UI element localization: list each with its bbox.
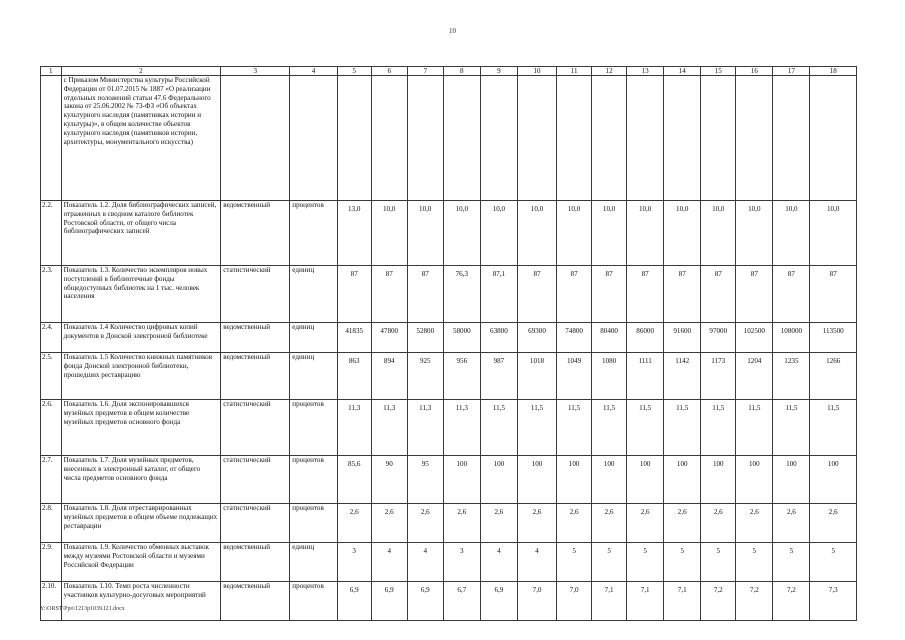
unit-cell: процентов	[290, 456, 337, 504]
value-cell: 10,0	[664, 201, 701, 266]
column-number-cell: 4	[290, 67, 337, 76]
value-cell: 10,0	[701, 201, 736, 266]
value-cell: 11,5	[773, 400, 810, 456]
row-number-cell: 2.9.	[41, 543, 62, 582]
value-cell: 87,1	[480, 266, 517, 323]
value-cell: 5	[627, 543, 664, 582]
table-row	[41, 504, 857, 543]
indicator-name-cell: Показатель 1.10. Темп роста численности участников культурно-досуговых мероприятий	[61, 582, 221, 621]
indicator-name-cell: Показатель 1.3. Количество экземпляров новых поступлений в библиотечные фонды общедоступных библиотек на 1 тыс. человек населения	[61, 266, 221, 323]
file-path-footer: Y:\ORST\Ppo\1213p1039.f21.docx	[40, 606, 125, 612]
column-number-cell: 18	[810, 67, 857, 76]
value-cell: 2,6	[773, 504, 810, 543]
indicator-type-cell: статистический	[221, 504, 290, 543]
value-cell: 1142	[664, 353, 701, 400]
column-number-cell: 15	[701, 67, 736, 76]
column-number-cell: 7	[407, 67, 443, 76]
indicator-type-cell: ведомственный	[221, 201, 290, 266]
value-cell: 11,3	[443, 400, 480, 456]
value-cell: 11,5	[627, 400, 664, 456]
value-cell: 74800	[557, 323, 592, 353]
value-cell	[371, 76, 407, 201]
value-cell: 102500	[736, 323, 773, 353]
value-cell: 6,7	[443, 582, 480, 621]
value-cell: 11,3	[371, 400, 407, 456]
row-number-cell: 2.3.	[41, 266, 62, 323]
value-cell: 87	[517, 266, 556, 323]
value-cell: 69300	[517, 323, 556, 353]
value-cell: 52800	[407, 323, 443, 353]
value-cell: 10,0	[517, 201, 556, 266]
value-cell: 2,6	[371, 504, 407, 543]
value-cell: 7,1	[627, 582, 664, 621]
indicator-name-cell: Показатель 1.4 Количество цифровых копий документов в Донской электронной библиотеке	[61, 323, 221, 353]
value-cell	[664, 76, 701, 201]
indicator-type-cell: статистический	[221, 400, 290, 456]
value-cell: 2,6	[701, 504, 736, 543]
value-cell: 10,0	[810, 201, 857, 266]
value-cell: 2,6	[407, 504, 443, 543]
value-cell: 5	[810, 543, 857, 582]
value-cell: 1080	[592, 353, 627, 400]
value-cell: 2,6	[810, 504, 857, 543]
value-cell: 2,6	[517, 504, 556, 543]
value-cell: 7,3	[810, 582, 857, 621]
unit-cell: единиц	[290, 543, 337, 582]
row-number-cell: 2.7.	[41, 456, 62, 504]
value-cell: 87	[371, 266, 407, 323]
indicator-name-cell: Показатель 1.8. Доля отреставрированных музейных предметов в общем объеме подлежащих реставрации	[61, 504, 221, 543]
indicator-type-cell: ведомственный	[221, 353, 290, 400]
value-cell	[407, 76, 443, 201]
value-cell: 10,0	[557, 201, 592, 266]
value-cell: 11,5	[736, 400, 773, 456]
value-cell: 4	[407, 543, 443, 582]
table-row	[41, 400, 857, 456]
unit-cell: процентов	[290, 201, 337, 266]
value-cell: 925	[407, 353, 443, 400]
table-row	[41, 582, 857, 621]
value-cell: 1173	[701, 353, 736, 400]
value-cell: 4	[371, 543, 407, 582]
column-number-cell: 9	[480, 67, 517, 76]
value-cell: 100	[517, 456, 556, 504]
value-cell: 863	[337, 353, 371, 400]
value-cell: 87	[810, 266, 857, 323]
column-number-cell: 14	[664, 67, 701, 76]
table-row	[41, 201, 857, 266]
row-number-cell: 2.4.	[41, 323, 62, 353]
value-cell: 100	[664, 456, 701, 504]
value-cell: 11,5	[701, 400, 736, 456]
value-cell: 1018	[517, 353, 556, 400]
value-cell: 3	[443, 543, 480, 582]
value-cell: 100	[773, 456, 810, 504]
table-row	[41, 76, 857, 201]
row-number-cell: 2.8.	[41, 504, 62, 543]
value-cell: 11,5	[810, 400, 857, 456]
value-cell: 7,2	[773, 582, 810, 621]
indicator-type-cell: ведомственный	[221, 543, 290, 582]
value-cell: 10,0	[443, 201, 480, 266]
value-cell: 108000	[773, 323, 810, 353]
value-cell	[773, 76, 810, 201]
value-cell: 1049	[557, 353, 592, 400]
value-cell: 6,9	[371, 582, 407, 621]
value-cell: 87	[557, 266, 592, 323]
column-number-cell: 12	[592, 67, 627, 76]
value-cell: 7,1	[664, 582, 701, 621]
value-cell: 10,0	[480, 201, 517, 266]
value-cell: 87	[664, 266, 701, 323]
value-cell: 2,6	[443, 504, 480, 543]
table-row	[41, 266, 857, 323]
unit-cell: процентов	[290, 400, 337, 456]
value-cell: 5	[664, 543, 701, 582]
row-number-cell: 2.2.	[41, 201, 62, 266]
value-cell: 7,0	[557, 582, 592, 621]
value-cell: 5	[557, 543, 592, 582]
unit-cell: единиц	[290, 266, 337, 323]
value-cell: 47800	[371, 323, 407, 353]
value-cell: 7,2	[701, 582, 736, 621]
indicator-type-cell: ведомственный	[221, 323, 290, 353]
unit-cell: процентов	[290, 582, 337, 621]
value-cell: 87	[592, 266, 627, 323]
value-cell: 87	[407, 266, 443, 323]
value-cell	[557, 76, 592, 201]
value-cell: 1235	[773, 353, 810, 400]
value-cell: 11,5	[664, 400, 701, 456]
value-cell: 11,3	[337, 400, 371, 456]
indicator-type-cell: статистический	[221, 456, 290, 504]
indicator-type-cell: ведомственный	[221, 582, 290, 621]
value-cell: 10,0	[736, 201, 773, 266]
page-number: 10	[449, 27, 456, 35]
value-cell: 100	[592, 456, 627, 504]
value-cell: 6,9	[407, 582, 443, 621]
indicator-name-cell: Показатель 1.9. Количество обменных выставок между музеями Ростовской области и музеями Российской Федерации	[61, 543, 221, 582]
table-row	[41, 456, 857, 504]
value-cell: 5	[701, 543, 736, 582]
value-cell: 11,5	[592, 400, 627, 456]
column-number-cell: 13	[627, 67, 664, 76]
value-cell: 3	[337, 543, 371, 582]
value-cell: 63800	[480, 323, 517, 353]
column-number-cell: 2	[61, 67, 221, 76]
row-number-cell: 2.10.	[41, 582, 62, 621]
indicator-name-cell: Показатель 1.7. Доля музейных предметов, внесенных в электронный каталог, от общего числа предметов основного фонда	[61, 456, 221, 504]
indicator-name-cell: с Приказом Министерства культуры Российской Федерации от 01.07.2015 № 1887 «О реализации отдельных положений статьи 47.6 Федерального закона от 25.06.2002 № 73-ФЗ «Об объектах культурного наследия (памятниках истории и культуры)», в общем количестве объектов культурного наследия (памятников истории, архитектуры, монументального искусства)	[61, 76, 221, 201]
value-cell: 1266	[810, 353, 857, 400]
value-cell: 87	[773, 266, 810, 323]
value-cell: 11,5	[557, 400, 592, 456]
column-number-cell: 1	[41, 67, 62, 76]
value-cell: 10,0	[627, 201, 664, 266]
value-cell: 86000	[627, 323, 664, 353]
column-number-cell: 17	[773, 67, 810, 76]
value-cell: 6,9	[337, 582, 371, 621]
value-cell: 91600	[664, 323, 701, 353]
value-cell: 5	[773, 543, 810, 582]
value-cell: 90	[371, 456, 407, 504]
value-cell: 87	[736, 266, 773, 323]
value-cell: 894	[371, 353, 407, 400]
value-cell: 5	[592, 543, 627, 582]
value-cell: 100	[627, 456, 664, 504]
value-cell: 2,6	[337, 504, 371, 543]
value-cell: 7,1	[592, 582, 627, 621]
table-row	[41, 323, 857, 353]
indicator-name-cell: Показатель 1.2. Доля библиографических записей, отраженных в сводном каталоге библиотек Ростовской области, от общего числа библиографических записей	[61, 201, 221, 266]
unit-cell: единиц	[290, 353, 337, 400]
value-cell: 2,6	[736, 504, 773, 543]
value-cell: 11,5	[517, 400, 556, 456]
value-cell: 100	[701, 456, 736, 504]
value-cell: 956	[443, 353, 480, 400]
value-cell	[627, 76, 664, 201]
column-number-cell: 8	[443, 67, 480, 76]
value-cell: 2,6	[480, 504, 517, 543]
indicator-name-cell: Показатель 1.6. Доля экспонировавшихся музейных предметов в общем количестве музейных предметов основного фонда	[61, 400, 221, 456]
indicator-name-cell: Показатель 1.5 Количество книжных памятников фонда Донской электронной библиотеки, прошедших реставрацию	[61, 353, 221, 400]
value-cell: 41835	[337, 323, 371, 353]
value-cell	[517, 76, 556, 201]
value-cell: 7,0	[517, 582, 556, 621]
value-cell: 11,3	[407, 400, 443, 456]
value-cell: 5	[736, 543, 773, 582]
value-cell: 2,6	[557, 504, 592, 543]
value-cell: 97000	[701, 323, 736, 353]
value-cell: 87	[627, 266, 664, 323]
table-row	[41, 353, 857, 400]
column-number-cell: 10	[517, 67, 556, 76]
value-cell: 1111	[627, 353, 664, 400]
column-number-cell: 16	[736, 67, 773, 76]
unit-cell: процентов	[290, 504, 337, 543]
value-cell	[810, 76, 857, 201]
unit-cell	[290, 76, 337, 201]
value-cell: 2,6	[592, 504, 627, 543]
column-number-cell: 5	[337, 67, 371, 76]
value-cell	[592, 76, 627, 201]
value-cell	[736, 76, 773, 201]
value-cell: 10,0	[371, 201, 407, 266]
value-cell	[701, 76, 736, 201]
value-cell: 100	[557, 456, 592, 504]
value-cell: 2,6	[664, 504, 701, 543]
header-row	[41, 67, 857, 76]
value-cell: 2,6	[627, 504, 664, 543]
column-number-cell: 6	[371, 67, 407, 76]
value-cell	[337, 76, 371, 201]
value-cell: 100	[443, 456, 480, 504]
row-number-cell: 2.5.	[41, 353, 62, 400]
value-cell: 4	[480, 543, 517, 582]
value-cell	[480, 76, 517, 201]
value-cell: 1204	[736, 353, 773, 400]
value-cell: 87	[701, 266, 736, 323]
indicator-type-cell: статистический	[221, 266, 290, 323]
value-cell: 6,9	[480, 582, 517, 621]
value-cell: 100	[810, 456, 857, 504]
value-cell: 100	[736, 456, 773, 504]
value-cell: 10,0	[592, 201, 627, 266]
value-cell: 95	[407, 456, 443, 504]
value-cell: 76,3	[443, 266, 480, 323]
value-cell: 11,5	[480, 400, 517, 456]
value-cell: 7,2	[736, 582, 773, 621]
column-number-cell: 11	[557, 67, 592, 76]
value-cell	[443, 76, 480, 201]
value-cell: 80400	[592, 323, 627, 353]
indicator-type-cell	[221, 76, 290, 201]
value-cell: 4	[517, 543, 556, 582]
value-cell: 10,0	[407, 201, 443, 266]
column-number-cell: 3	[221, 67, 290, 76]
row-number-cell: 2.6.	[41, 400, 62, 456]
table-row	[41, 543, 857, 582]
value-cell: 58000	[443, 323, 480, 353]
value-cell: 113500	[810, 323, 857, 353]
value-cell: 85,6	[337, 456, 371, 504]
value-cell: 87	[337, 266, 371, 323]
value-cell: 13,0	[337, 201, 371, 266]
unit-cell: единиц	[290, 323, 337, 353]
indicators-table	[40, 66, 857, 621]
value-cell: 10,0	[773, 201, 810, 266]
value-cell: 987	[480, 353, 517, 400]
value-cell: 100	[480, 456, 517, 504]
row-number-cell	[41, 76, 62, 201]
